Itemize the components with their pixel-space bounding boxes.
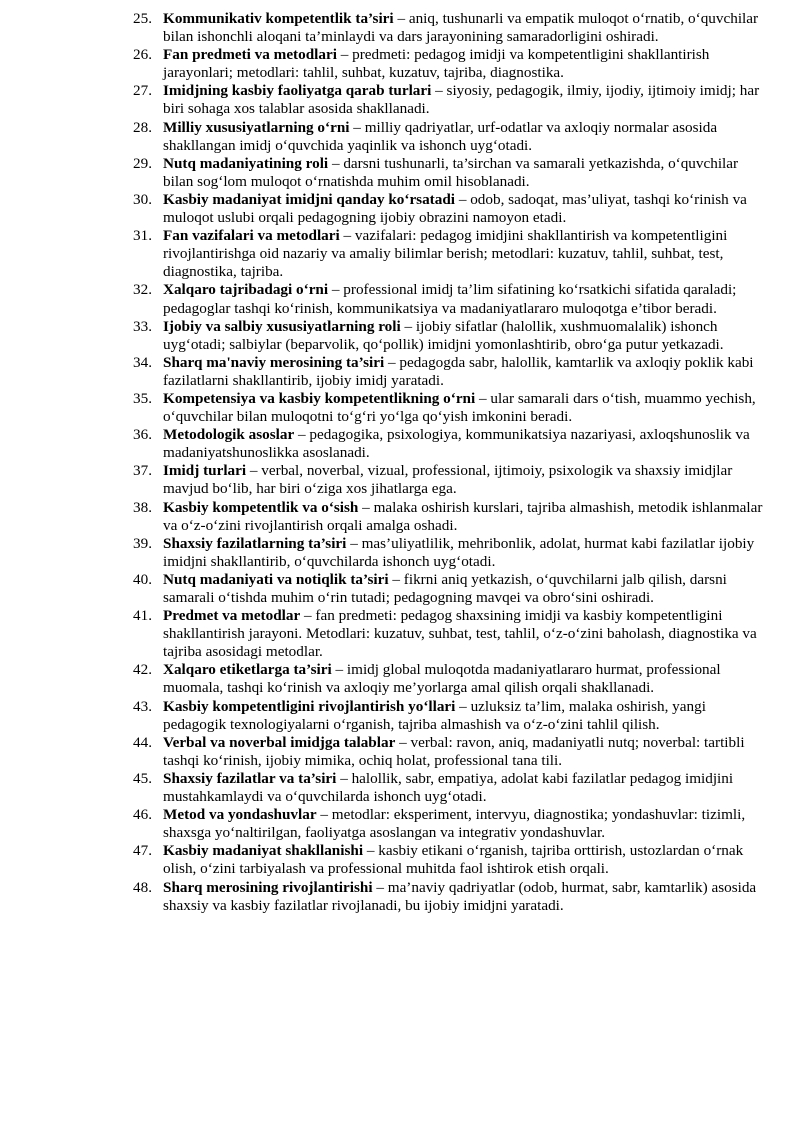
item-number: 29. [133,154,152,172]
item-description: – darsni tushunarli, ta’sirchan va samarali yetkazishda, o‘quvchilar bilan sog‘lom muloqot o‘rnatishda muhim omil hisoblanadi. [163,154,739,190]
numbered-list [0,10,800,915]
item-term: Predmet va metodlar [163,607,301,625]
list-item [0,46,800,82]
list-item [0,318,800,354]
item-term: Metod va yondashuvlar [163,806,317,824]
item-description: – pedagogika, psixologiya, kommunikatsiya nazariyasi, axloqshunoslik va madaniyatshunoslikka asoslanadi. [163,426,750,462]
item-number: 44. [133,733,152,751]
item-number: 25. [133,10,152,27]
item-description: – aniq, tushunarli va empatik muloqot o‘rnatib, o‘quvchilar bilan ishonchli aloqani ta’minlaydi va dars jarayonining samaradorligini oshiradi. [163,10,759,46]
list-item [0,119,800,155]
item-term: Metodologik asoslar [163,426,295,444]
item-term: Kasbiy kompetentlik va o‘sish [163,498,359,516]
item-number: 41. [133,607,152,625]
item-description: – vazifalari: pedagog imidjini shakllantirish va kompetentligini rivojlantirishga oid nazariy va amaliy bilimlar berish; metodlari: kuzatuv, tahlil, suhbat, test, diagnostika, tajriba. [163,227,728,281]
item-number: 33. [133,317,152,335]
list-item [0,354,800,390]
item-description: – malaka oshirish kurslari, tajriba almashish, metodik ishlanmalar va o‘z-o‘zini rivojlantirish orqali amalga oshadi. [163,498,763,534]
item-number: 42. [133,661,152,679]
item-description: – ma’naviy qadriyatlar (odob, hurmat, sabr, kamtarlik) asosida shaxsiy va kasbiy fazilatlar rivojlanadi, bu ijobiy imidjni yaratadi. [163,878,757,914]
item-description: – predmeti: pedagog imidji va kompetentligini shakllantirish jarayonlari; metodlari: tahlil, suhbat, kuzatuv, tajriba, diagnostika. [163,46,710,82]
item-description: – fikrni aniq yetkazish, o‘quvchilarni jalb qilish, darsni samarali o‘tishda muhim o‘rin tutadi; pedagogning mavqei va obro‘sini oshiradi. [163,570,727,606]
document-page [0,10,800,915]
list-item [0,535,800,571]
item-description: – milliy qadriyatlar, urf-odatlar va axloqiy normalar asosida shakllangan imidj o‘quvchida yaqinlik va ishonch uyg‘otadi. [163,118,718,154]
item-term: Kasbiy kompetentligini rivojlantirish yo‘llari [163,697,456,715]
item-term: Ijobiy va salbiy xususiyatlarning roli [163,317,401,335]
item-number: 28. [133,118,152,136]
item-term: Kompetensiya va kasbiy kompetentlikning o‘rni [163,389,476,407]
item-description: – fan predmeti: pedagog shaxsining imidji va kasbiy kompetentligini shakllantirish jarayoni. Metodlari: kuzatuv, suhbat, test, tahlil, o‘z-o‘zini baholash, diagnostika va tajriba asosidagi metodlar. [163,607,757,661]
item-description: – verbal, noverbal, vizual, professional, ijtimoiy, psixologik va shaxsiy imidjlar mavjud bo‘lib, har biri o‘ziga xos jihatlarga ega. [163,462,733,498]
item-number: 45. [133,769,152,787]
item-number: 43. [133,697,152,715]
list-item [0,82,800,118]
item-term: Shaxsiy fazilatlarning ta’siri [163,534,347,552]
item-number: 34. [133,353,152,371]
item-description: – verbal: ravon, aniq, madaniyatli nutq; noverbal: tartibli tashqi ko‘rinish, ijobiy mimika, ochiq holat, professional tana tili. [163,733,745,769]
item-number: 31. [133,227,152,245]
list-item [0,426,800,462]
list-item [0,281,800,317]
item-number: 39. [133,534,152,552]
list-item [0,191,800,227]
item-term: Xalqaro etiketlarga ta’siri [163,661,332,679]
list-item [0,227,800,281]
item-description: – metodlar: eksperiment, intervyu, diagnostika; yondashuvlar: tizimli, shaxsga yo‘naltirilgan, faoliyatga asoslangan va integrativ yondashuvlar. [163,806,746,842]
item-description: – professional imidj ta’lim sifatining ko‘rsatkichi sifatida qaraladi; pedagoglar tashqi ko‘rinish, kommunikatsiya va madaniyatlararo muloqotga e’tibor beradi. [163,281,737,317]
item-number: 36. [133,426,152,444]
item-number: 26. [133,46,152,64]
item-term: Sharq merosining rivojlantirishi [163,878,373,896]
list-item [0,390,800,426]
item-description: – mas’uliyatlilik, mehribonlik, adolat, hurmat kabi fazilatlar ijobiy imidjni shakllantirib, o‘quvchilarda ishonch uyg‘otadi. [163,534,755,570]
item-description: – imidj global muloqotda madaniyatlararo hurmat, professional muomala, tashqi ko‘rinish va axloqiy me’yorlarga amal qilish orqali shakllanadi. [163,661,721,697]
item-term: Kommunikativ kompetentlik ta’siri [163,10,394,27]
list-item [0,462,800,498]
item-term: Shaxsiy fazilatlar va ta’siri [163,769,337,787]
item-number: 35. [133,389,152,407]
item-term: Fan vazifalari va metodlari [163,227,340,245]
item-term: Nutq madaniyatining roli [163,154,329,172]
list-item [0,806,800,842]
item-number: 32. [133,281,152,299]
item-description: – ijobiy sifatlar (halollik, xushmuomalalik) ishonch uyg‘otadi; salbiylar (beparvolik, qo‘pollik) imidjni yomonlashtirib, obro‘ga putur yetkazadi. [163,317,724,353]
item-description: – uzluksiz ta’lim, malaka oshirish, yangi pedagogik texnologiyalarni o‘rganish, tajriba almashish va o‘z-o‘zini tahlil qilish. [163,697,706,733]
list-item [0,607,800,661]
item-number: 37. [133,462,152,480]
list-item [0,155,800,191]
list-item [0,661,800,697]
item-description: – siyosiy, pedagogik, ilmiy, ijodiy, ijtimoiy imidj; har biri sohaga xos talablar asosida shakllanadi. [163,82,760,118]
item-description: – pedagogda sabr, halollik, kamtarlik va axloqiy poklik kabi fazilatlarni shakllantirib, ijobiy imidj yaratadi. [163,353,754,389]
list-item [0,571,800,607]
list-item [0,770,800,806]
item-term: Kasbiy madaniyat shakllanishi [163,842,364,860]
list-item [0,499,800,535]
item-term: Imidj turlari [163,462,247,480]
item-description: – odob, sadoqat, mas’uliyat, tashqi ko‘rinish va muloqot uslubi orqali pedagogning ijobiy obrazini namoyon etadi. [163,190,747,227]
list-item [0,842,800,878]
item-term: Milliy xususiyatlarning o‘rni [163,118,350,136]
item-description: – kasbiy etikani o‘rganish, tajriba orttirish, ustozlardan o‘rnak olish, o‘zini tarbiyalash va professional muhitda faol ishtirok etish orqali. [163,842,744,878]
item-number: 47. [133,842,152,860]
item-number: 40. [133,570,152,588]
item-number: 46. [133,806,152,824]
item-term: Sharq ma'naviy merosining ta’siri [163,353,385,371]
list-item [0,10,800,46]
item-number: 30. [133,190,152,208]
item-description: – ular samarali dars o‘tish, muammo yechish, o‘quvchilar bilan muloqotni to‘g‘ri yo‘lga qo‘yish imkonini beradi. [163,389,756,426]
item-term: Fan predmeti va metodlari [163,46,337,64]
item-term: Nutq madaniyati va notiqlik ta’siri [163,570,389,588]
list-item [0,698,800,734]
item-term: Imidjning kasbiy faoliyatga qarab turlari [163,82,432,100]
item-number: 38. [133,498,152,516]
item-number: 27. [133,82,152,100]
item-term: Verbal va noverbal imidjga talablar [163,733,396,751]
list-item [0,879,800,915]
item-term: Xalqaro tajribadagi o‘rni [163,281,329,299]
item-description: – halollik, sabr, empatiya, adolat kabi fazilatlar pedagog imidjini mustahkamlaydi va o‘quvchilarda ishonch uyg‘otadi. [163,769,734,806]
list-item [0,734,800,770]
item-number: 48. [133,878,152,896]
item-term: Kasbiy madaniyat imidjni qanday ko‘rsatadi [163,190,456,208]
